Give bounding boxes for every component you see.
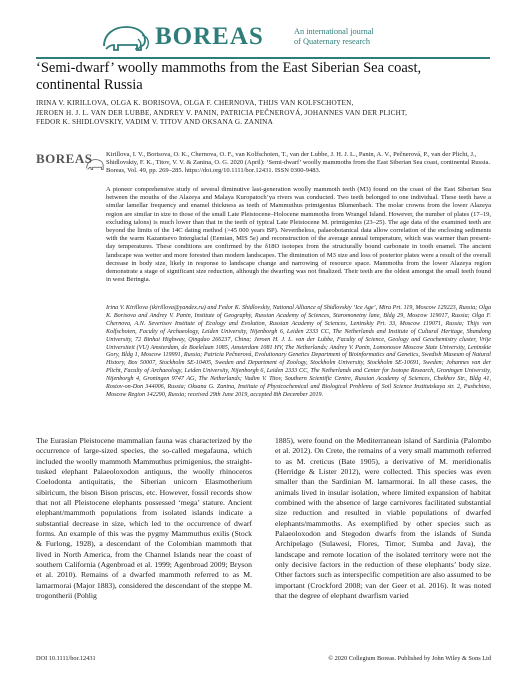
- article-citation: Kirillova, I. V., Borisova, O. K., Chernova, O. F., van Kolfschoten, T., van der Lubbe, J. H. J. L., Panin, A. V., Pečnerová, P., van der Plicht, J., Shidlovskiy, F. K., Titov, V. V. & Zanina, O. G. 2020 (April): ‘Semi-dwarf’ woolly mammoths from the East Siberian Sea coast, continental Russia. Boreas, Vol. 49, pp. 269–285. https://doi.org/10.1111/bor.12431. ISSN 0300-9483.: [106, 151, 491, 175]
- author-list: [36, 99, 490, 128]
- authors-line-2: JEROEN H. J. L. VAN DER LUBBE, ANDREY V. PANIN, PATRICIA PEČNEROVÁ, JOHANNES VAN DER PLICHT,: [36, 108, 408, 117]
- title-line-2: continental Russia: [36, 77, 143, 93]
- journal-tagline: [294, 27, 424, 47]
- citation-brand: BOREAS: [36, 151, 93, 166]
- body-column-left: The Eurasian Pleistocene mammalian fauna was characterized by the occurrence of large-sized species, the so-called megafauna, which included the woolly mammoth Mammuthus primigenius, the straight-tusked elephant Palaeoloxodon antiquus, the woolly rhinoceros Coelodonta antiquitatis, the Siberian unicorn Elasmotherium sibiricum, the bison Bison priscus, etc. However, fossil records show that not all Pleistocene elephants possessed ‘mega’ stature. Ancient elephant/mammoth populations from isolated islands indicate a substantial decrease in size, which led to the occurrence of dwarf forms. An example of this was the pygmy Mammuthus exilis (Stock & Furlong, 1928), a descendant of the Colombian mammoth that lived in North America, from the Channel Islands near the coast of southern California (Agenbroad et al. 1999; Agenbroad 2009; Bryson et al. 2010). Remains of a dwarfed mammoth referred to as M. lamarmorai (Major 1883), considered the descendant of the steppe M. trogontherii (Pohlig: [36, 436, 252, 601]
- mammoth-logo-icon: [98, 22, 152, 52]
- title-line-1: ‘Semi-dwarf’ woolly mammoths from the East Siberian Sea coast,: [36, 60, 422, 76]
- mammoth-mini-logo-icon: [85, 152, 107, 176]
- journal-brand: BOREAS: [155, 23, 264, 50]
- body-column-right: 1885), were found on the Mediterranean island of Sardinia (Palombo et al. 2012). On Crete, the remains of a very small mammoth referred to as M. creticus (Bate 1905), a derivative of M. meridionalis (Herridge & Lister 2012), were collected. This species was even smaller than the Sardinian M. lamarmorai. In all these cases, the animals lived in insular isolation, where limited expansion of habitat combined with the absence of large carnivores facilitated substantial size reduction and resulted in viable populations of dwarfed elephants/mammoths. As exemplified by other species such as Palaeoloxodon and Stegodon dwarfs from the islands of Sunda Archipelago (Sulawesi, Flores, Timor, Sumba and Java), the landscape and remote location of the isolated territory were not the only decisive factors in the reduction of these elephants’ body size. Other factors such as interspecific competition are also assumed to be important (Crockford 2008; van der Geer et al. 2016). It was noted that the degree of elephant dwarfism varied: [275, 436, 491, 601]
- masthead-rule: [36, 57, 490, 59]
- authors-line-1: IRINA V. KIRILLOVA, OLGA K. BORISOVA, OLGA F. CHERNOVA, THIJS VAN KOLFSCHOTEN,: [36, 99, 354, 107]
- tagline-line-1: An international journal: [294, 27, 374, 36]
- authors-line-3: FEDOR K. SHIDLOVSKIY, VADIM V. TITOV AND OKSANA G. ZANINA: [36, 118, 273, 127]
- footer-copyright: © 2020 Collegium Boreas. Published by John Wiley & Sons Ltd: [328, 655, 491, 662]
- author-affiliations: Irina V. Kirillova (ikirillova@yandex.ru) and Fedor K. Shidlovskiy, National Alliance of Shidlovskiy ‘Ice Age’, Mira Prt. 119, Moscow 129223, Russia; Olga K. Borisova and Andrey V. Panin, Institute of Geography, Russian Academy of Sciences, Staromonetny lane, Bldg 29, Moscow 119017, Russia; Olga F. Chernova, A.N. Severtsov Institute of Ecology and Evolution, Russian Academy of Sciences, Leninskiy Prt. 33, Moscow 119071, Russia; Thijs van Kolfschoten, Faculty of Archaeology, Leiden University, Nijenborgh 6, Leiden 2333 CC, The Netherlands and Institute of Cultural Heritage, Shandong University, 72 Binhai Highway, Qingdao 266237, China; Jeroen H. J. L. van der Lubbe, Faculty of Science, Geology and Geochemistry cluster, Vrije Universiteit (VU) Amsterdam, de Boelelaan 1085, Amsterdam 1081 HV, The Netherlands; Andrey V. Panin, Lomonosov Moscow State University, Leninskie Gory, Bldg 1, Moscow 119991, Russia; Patricia Pečnerová, Evolutionary Genetics Department of Bioinformatics and Genetics, Swedish Museum of Natural History, Box 50007, Stockholm SE-10405, Sweden and Department of Zoology, Stockholm University, Stockholm SE-10691, Sweden; Johannes van der Plicht, Faculty of Archaeology, Leiden University, Nijenborgh 6, Leiden 2333 CC, The Netherlands and Center for Isotope Research, Groningen University, Nijenborgh 4, Groningen 9747 AG, The Netherlands; Vadim V. Titov, Southern Scientific Centre, Russian Academy of Sciences, Chekhov Str., Bldg 41, Rostov-on-Don 344006, Russia; Oksana G. Zanina, Institute of Physicochemical and Biological Problems of Soil Science Institutskaya str. 2, Pushchino, Moscow Region 142290, Russia; received 29th June 2019, accepted 8th December 2019.: [106, 305, 491, 398]
- footer-doi: DOI 10.1111/bor.12431: [36, 655, 96, 662]
- tagline-line-2: of Quaternary research: [294, 37, 371, 46]
- journal-masthead: [36, 22, 490, 52]
- article-abstract: A pioneer comprehensive study of several diminutive last-generation woolly mammoth teeth (M3) found on the coast of the East Siberian Sea between the mouths of the Alazeya and Malaya Kuropatoch’ya rivers was conducted. Two teeth belonged to one individual. These teeth have a similar lamellar frequency and enamel thickness as teeth of Mammuthus primigenius Blumenbach. The molar crowns from the lower Alazeya region are similar in size to those of the small Late Pleistocene–Holocene mammoths from Wrangel Island. However, the number of plates (17–19, excluding talons) is much lower than that in the teeth of typical Late Pleistocene M. primigenius (23–25). The age data of the examined teeth are beyond the limits of the 14C dating method (>45 000 years BP). Nevertheless, palaeobotanical data allow correlation of the enclosing sediments with the warm Kazantsevo Interglacial (Eemian, MIS 5e) and reconstruction of the average annual temperature, which was warmer than present-day temperatures. These conditions are confirmed by the δ18O isotopes from the structurally bound carbonate in tooth enamel. The ancient landscape was wetter and more forested than modern landscapes. The diminution of M3 size and loss of posterior plates were a result of the overall decrease in body size, likely in response to landscape change and narrowing of resource space. Mammoths from the lower Alazeya region demonstrate a stage of significant size reduction, although the dwarfing was not finalized. Their teeth are the oldest amongst the small teeth found in west Beringia.: [106, 186, 491, 284]
- article-title: [36, 60, 490, 94]
